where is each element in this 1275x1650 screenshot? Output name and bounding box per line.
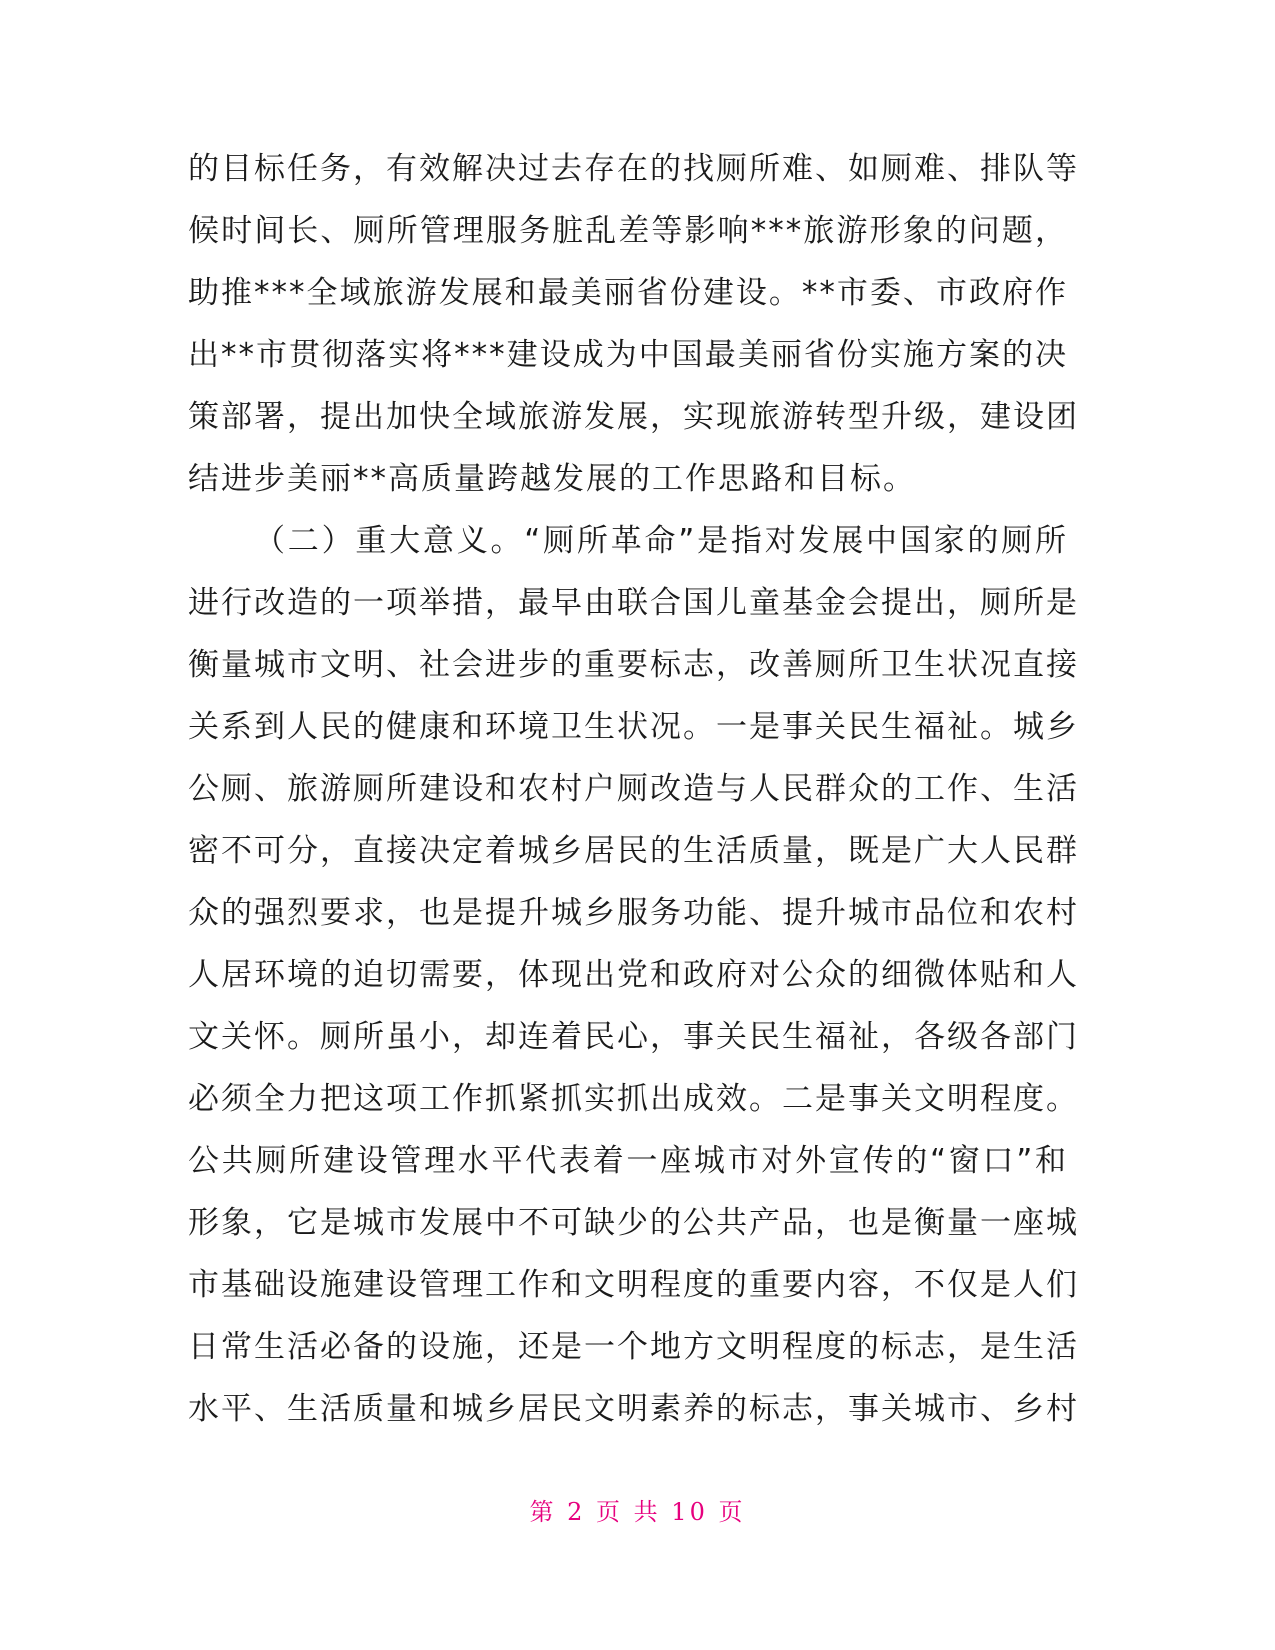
- text-line: 人居环境的迫切需要，体现出党和政府对公众的细微体贴和人: [188, 957, 1079, 993]
- text-line: 进行改造的一项举措，最早由联合国儿童基金会提出，厕所是: [188, 585, 1079, 621]
- text-line: 形象，它是城市发展中不可缺少的公共产品，也是衡量一座城: [188, 1205, 1079, 1241]
- text-line: 助推***全域旅游发展和最美丽省份建设。**市委、市政府作: [188, 275, 1068, 311]
- text-line: 衡量城市文明、社会进步的重要标志，改善厕所卫生状况直接: [188, 647, 1079, 683]
- text-line: 结进步美丽**高质量跨越发展的工作思路和目标。: [188, 461, 916, 497]
- text-line: 策部署，提出加快全域旅游发展，实现旅游转型升级，建设团: [188, 399, 1079, 435]
- paragraph: [188, 510, 1079, 1440]
- text-line: 必须全力把这项工作抓紧抓实抓出成效。二是事关文明程度。: [188, 1081, 1079, 1117]
- text-line: 关系到人民的健康和环境卫生状况。一是事关民生福祉。城乡: [188, 709, 1079, 745]
- paragraph: [188, 138, 1079, 510]
- page-number-footer: 第 2 页 共 10 页: [529, 1498, 746, 1526]
- text-line: 众的强烈要求，也是提升城乡服务功能、提升城市品位和农村: [188, 895, 1079, 931]
- text-line: 密不可分，直接决定着城乡居民的生活质量，既是广大人民群: [188, 833, 1079, 869]
- text-line: 市基础设施建设管理工作和文明程度的重要内容，不仅是人们: [188, 1267, 1079, 1303]
- text-line: 文关怀。厕所虽小，却连着民心，事关民生福祉，各级各部门: [188, 1019, 1079, 1055]
- text-line: 日常生活必备的设施，还是一个地方文明程度的标志，是生活: [188, 1329, 1079, 1365]
- document-body: [188, 138, 1079, 1440]
- text-line: 的目标任务，有效解决过去存在的找厕所难、如厕难、排队等: [188, 151, 1079, 187]
- text-line: 候时间长、厕所管理服务脏乱差等影响***旅游形象的问题，: [188, 213, 1068, 249]
- text-line: 公厕、旅游厕所建设和农村户厕改造与人民群众的工作、生活: [188, 771, 1079, 807]
- text-line: （二）重大意义。“厕所革命”是指对发展中国家的厕所: [254, 523, 1068, 559]
- text-line: 水平、生活质量和城乡居民文明素养的标志，事关城市、乡村: [188, 1391, 1079, 1427]
- text-line: 出**市贯彻落实将***建设成为中国最美丽省份实施方案的决: [188, 337, 1068, 373]
- text-line: 公共厕所建设管理水平代表着一座城市对外宣传的“窗口”和: [188, 1143, 1068, 1179]
